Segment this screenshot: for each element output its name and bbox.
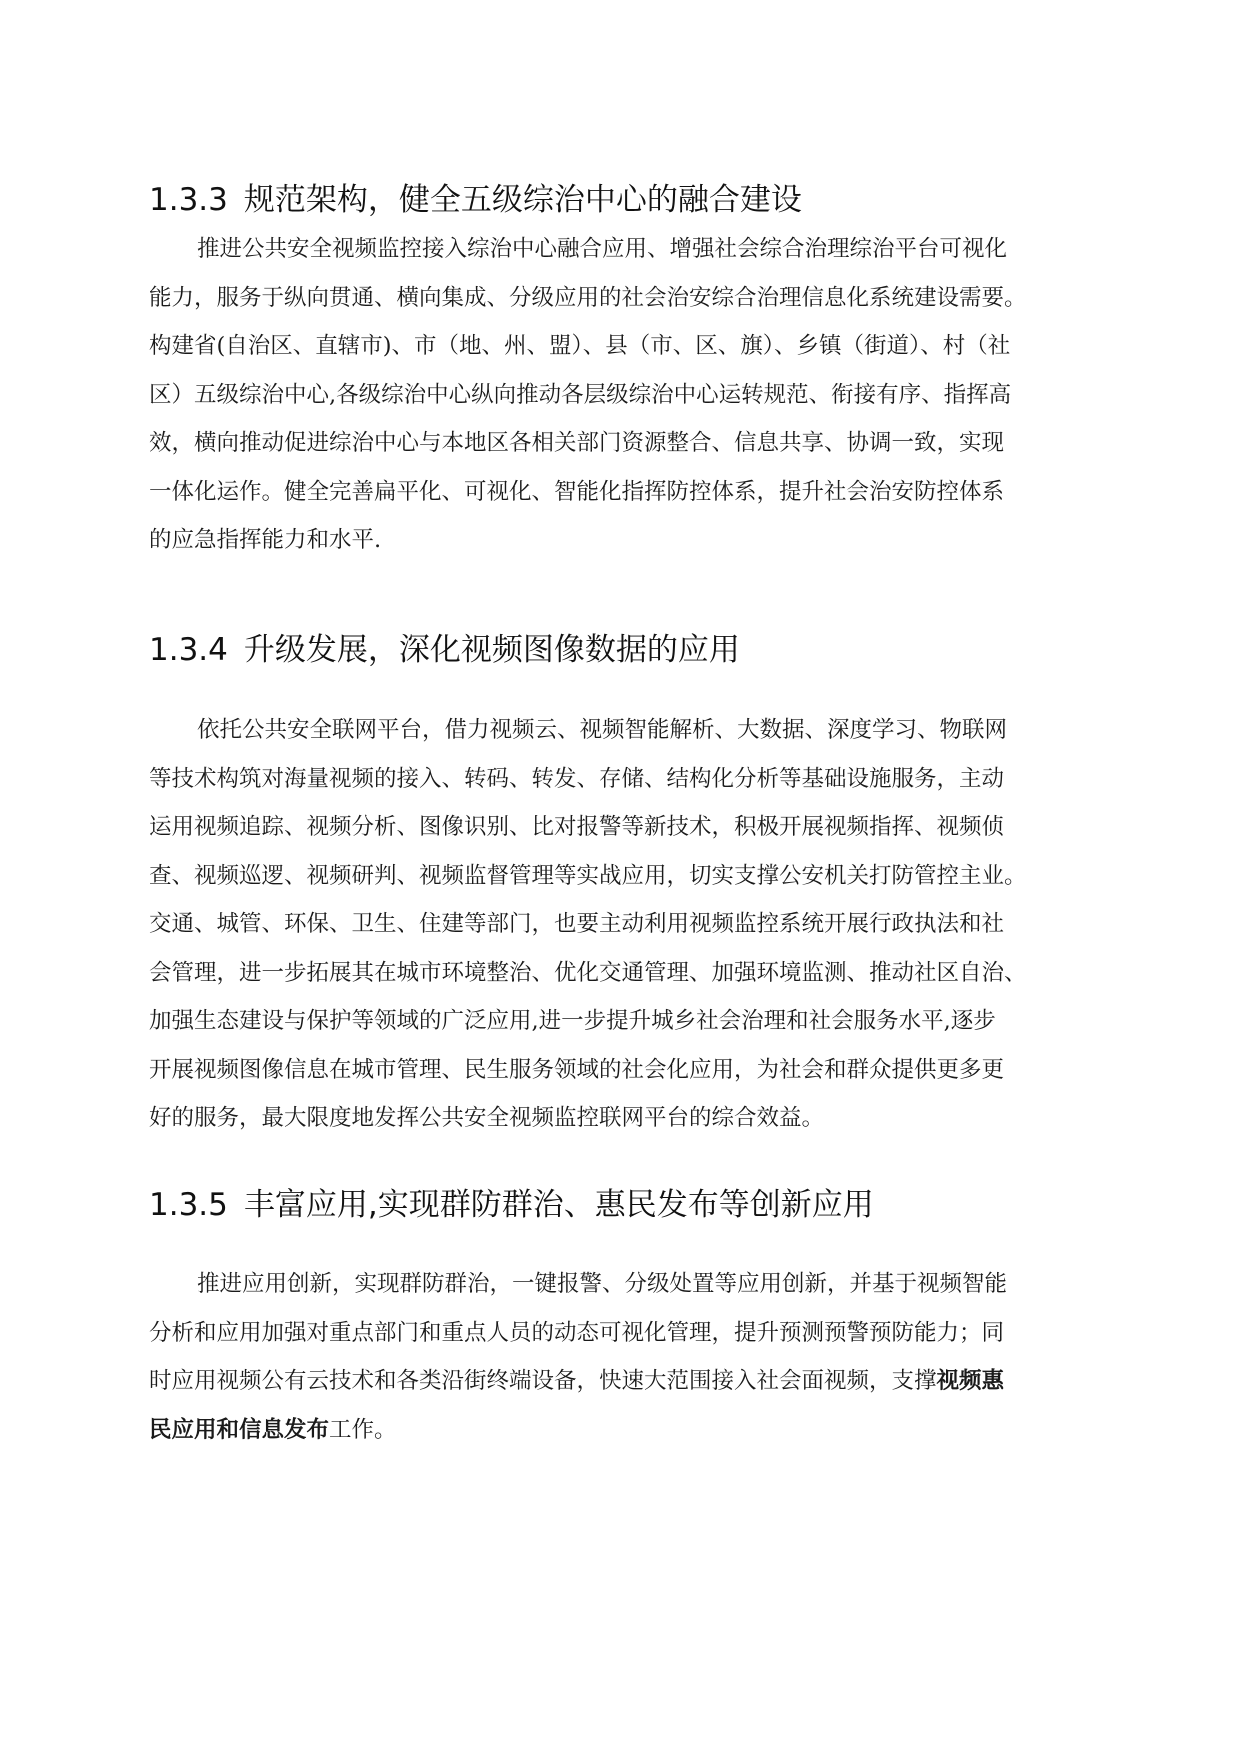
section-number: 1.3.3 xyxy=(149,182,228,218)
section-paragraph-1-3-5 xyxy=(149,1260,1109,1454)
paragraph-line: 推进公共安全视频监控接入综治中心融合应用、增强社会综合治理综治平台可视化 xyxy=(197,236,1008,262)
paragraph-line: 交通、城管、环保、卫生、住建等部门，也要主动利用视频监控系统开展行政执法和社 xyxy=(149,911,1005,937)
section-heading-1-3-3 xyxy=(149,180,802,220)
paragraph-line: 好的服务，最大限度地发挥公共安全视频监控联网平台的综合效益。 xyxy=(149,1105,825,1131)
section-paragraph-1-3-3 xyxy=(149,225,1109,565)
paragraph-line: 运用视频追踪、视频分析、图像识别、比对报警等新技术，积极开展视频指挥、视频侦 xyxy=(149,814,1005,840)
paragraph-line: 效，横向推动促进综治中心与本地区各相关部门资源整合、信息共享、协调一致，实现 xyxy=(149,430,1005,456)
paragraph-text: 工作。 xyxy=(329,1416,397,1443)
section-paragraph-1-3-4 xyxy=(149,706,1109,1143)
paragraph-text: 时应用视频公有云技术和各类沿街终端设备，快速大范围接入社会面视频，支撑 xyxy=(149,1368,937,1394)
paragraph-line-mixed xyxy=(149,1406,1109,1455)
paragraph-line: 分析和应用加强对重点部门和重点人员的动态可视化管理，提升预测预警预防能力；同 xyxy=(149,1319,1005,1346)
section-heading-1-3-4 xyxy=(149,630,740,670)
section-number: 1.3.5 xyxy=(149,1187,228,1223)
paragraph-line: 推进应用创新，实现群防群治，一键报警、分级处置等应用创新，并基于视频智能 xyxy=(197,1271,1008,1297)
section-title: 丰富应用,实现群防群治、惠民发布等创新应用 xyxy=(243,1187,874,1223)
section-number: 1.3.4 xyxy=(149,632,228,668)
bold-emphasis-text: 民应用和信息发布 xyxy=(149,1416,330,1443)
paragraph-line: 一体化运作。健全完善扁平化、可视化、智能化指挥防控体系，提升社会治安防控体系 xyxy=(149,478,1005,505)
paragraph-line: 会管理，进一步拓展其在城市环境整治、优化交通管理、加强环境监测、推动社区自治、 xyxy=(149,959,1027,986)
paragraph-line: 开展视频图像信息在城市管理、民生服务领域的社会化应用，为社会和群众提供更多更 xyxy=(149,1056,1005,1083)
section-title: 规范架构，健全五级综治中心的融合建设 xyxy=(243,182,802,218)
paragraph-line: 构建省(自治区、直辖市)、市（地、州、盟）、县（市、区、旗）、乡镇（街道）、村（社 xyxy=(149,333,1011,359)
paragraph-line: 的应急指挥能力和水平. xyxy=(149,527,382,553)
paragraph-line: 能力，服务于纵向贯通、横向集成、分级应用的社会治安综合治理信息化系统建设需要。 xyxy=(149,284,1027,311)
paragraph-line: 等技术构筑对海量视频的接入、转码、转发、存储、结构化分析等基础设施服务，主动 xyxy=(149,765,1005,792)
section-title: 升级发展，深化视频图像数据的应用 xyxy=(243,632,740,668)
paragraph-line: 查、视频巡逻、视频研判、视频监督管理等实战应用，切实支撑公安机关打防管控主业。 xyxy=(149,862,1027,889)
bold-emphasis-text: 视频惠 xyxy=(936,1368,1005,1394)
paragraph-line: 依托公共安全联网平台，借力视频云、视频智能解析、大数据、深度学习、物联网 xyxy=(197,717,1008,743)
paragraph-line-mixed xyxy=(149,1357,1109,1406)
paragraph-line: 加强生态建设与保护等领域的广泛应用,进一步提升城乡社会治理和社会服务水平,逐步 xyxy=(149,1008,996,1034)
section-heading-1-3-5 xyxy=(149,1185,874,1225)
paragraph-line: 区）五级综治中心,各级综治中心纵向推动各层级综治中心运转规范、衔接有序、指挥高 xyxy=(149,381,1012,408)
